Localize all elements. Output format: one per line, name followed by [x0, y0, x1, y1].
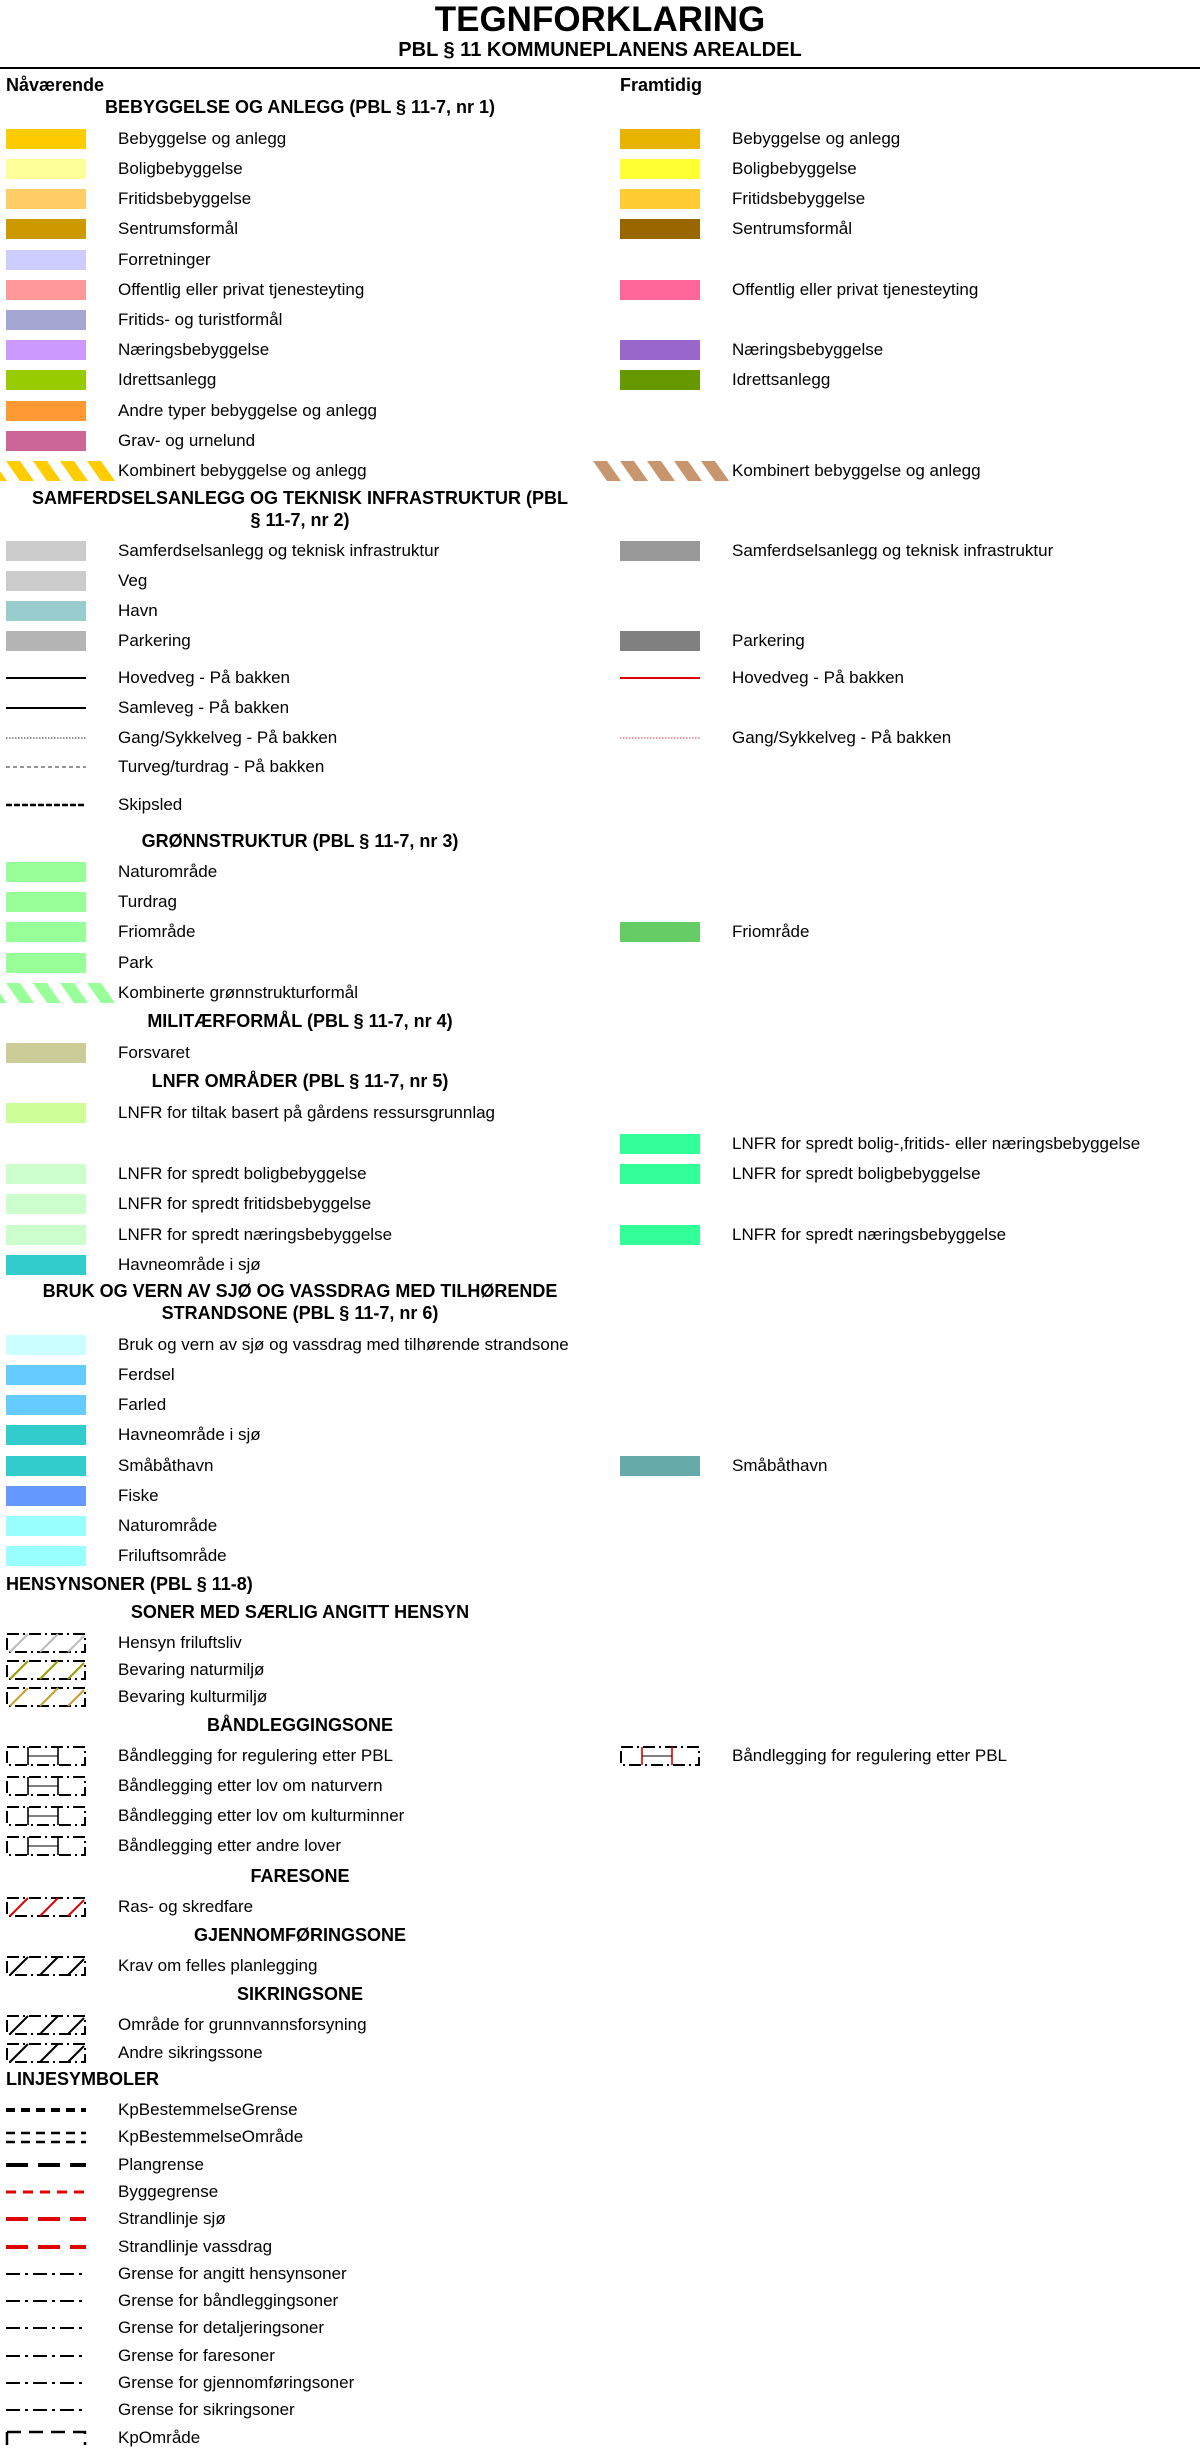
line-symbol [6, 2427, 86, 2449]
legend-label-future: Parkering [732, 631, 805, 650]
legend-swatch-future [620, 921, 700, 943]
legend-label: Forretninger [118, 250, 211, 269]
section-title: GRØNNSTRUKTUR (PBL § 11-7, nr 3) [141, 831, 459, 851]
legend-label-future: Bebyggelse og anlegg [732, 129, 901, 148]
legend-swatch [6, 1485, 86, 1507]
legend-label: Byggegrense [118, 2182, 219, 2201]
legend-swatch [6, 339, 86, 361]
legend-swatch [6, 158, 86, 180]
legend-swatch [6, 460, 86, 482]
section-title: BEBYGGELSE OG ANLEGG (PBL § 11-7, nr 1) [104, 97, 496, 117]
legend-label-future: LNFR for spredt boligbebyggelse [732, 1164, 981, 1183]
legend-label: LNFR for tiltak basert på gårdens ressursgrunnlag [118, 1103, 496, 1122]
legend-swatch [6, 1254, 86, 1276]
legend-label: KpOmråde [118, 2428, 201, 2447]
hensyn-symbol [6, 2042, 86, 2064]
legend-swatch [6, 1193, 86, 1215]
legend-label: Veg [118, 571, 148, 590]
hensyn-symbol [6, 1805, 86, 1827]
legend-label: Naturområde [118, 862, 218, 881]
hensyn-symbol [6, 1632, 86, 1654]
legend-swatch-future [620, 727, 700, 749]
legend-swatch [6, 1394, 86, 1416]
line-symbol [6, 2181, 86, 2203]
legend-label-future: Boligbebyggelse [732, 159, 857, 178]
legend-label-future: Næringsbebyggelse [732, 340, 884, 359]
legend-label: LNFR for spredt fritidsbebyggelse [118, 1194, 372, 1213]
legend-label: Fritidsbebyggelse [118, 189, 252, 208]
section-title: LNFR OMRÅDER (PBL § 11-7, nr 5) [151, 1071, 449, 1091]
legend-label: Turdrag [118, 892, 177, 911]
legend-label: Båndlegging for regulering etter PBL [118, 1746, 394, 1765]
legend-label: Forsvaret [118, 1043, 190, 1062]
hensyn-symbol [6, 2014, 86, 2036]
hensyn-title: HENSYNSONER (PBL § 11-8) [6, 1574, 253, 1594]
legend-label: Næringsbebyggelse [118, 340, 270, 359]
legend-label: Hovedveg - På bakken [118, 668, 290, 687]
legend-subtitle: PBL § 11 KOMMUNEPLANENS AREALDEL [398, 39, 802, 61]
legend-label-future: LNFR for spredt næringsbebyggelse [732, 1225, 1007, 1244]
line-symbol [6, 2099, 86, 2121]
legend-label-future: Småbåthavn [732, 1456, 828, 1475]
legend-swatch [6, 727, 86, 749]
legend-swatch [6, 1334, 86, 1356]
legend-swatch [6, 1515, 86, 1537]
legend-label: Bruk og vern av sjø og vassdrag med tilhørende strandsone [118, 1335, 569, 1354]
section-title: BRUK OG VERN AV SJØ OG VASSDRAG MED TILHØRENDE STRANDSONE (PBL § 11-7, nr 6) [42, 1281, 558, 1323]
legend-label: Krav om felles planlegging [118, 1956, 318, 1975]
legend-label: Hensyn friluftsliv [118, 1633, 242, 1652]
legend-label: Sentrumsformål [118, 219, 238, 238]
legend-label-future: Samferdselsanlegg og teknisk infrastruktur [732, 541, 1054, 560]
legend-swatch [6, 570, 86, 592]
legend-label: Grense for faresoner [118, 2346, 275, 2365]
legend-label: Bevaring kulturmiljø [118, 1687, 268, 1706]
hensyn-group-title: GJENNOMFØRINGSONE [193, 1925, 407, 1945]
legend-label: KpBestemmelseOmråde [118, 2127, 304, 2146]
legend-swatch [6, 861, 86, 883]
line-symbol [6, 2345, 86, 2367]
legend-swatch [6, 630, 86, 652]
legend-swatch-future [620, 158, 700, 180]
legend-label: Kombinerte grønnstrukturformål [118, 983, 358, 1002]
legend-swatch-future [620, 369, 700, 391]
legend-label: LNFR for spredt næringsbebyggelse [118, 1225, 393, 1244]
legend-swatch-future [620, 188, 700, 210]
legend-label: Parkering [118, 631, 191, 650]
legend-label: Boligbebyggelse [118, 159, 243, 178]
legend-label: Friluftsområde [118, 1546, 227, 1565]
legend-label: Andre typer bebyggelse og anlegg [118, 401, 377, 420]
legend-swatch-future [620, 1224, 700, 1246]
legend-label: Gang/Sykkelveg - På bakken [118, 728, 338, 747]
legend-label: Grense for angitt hensynsoner [118, 2264, 347, 2283]
legend-label-future: Båndlegging for regulering etter PBL [732, 1746, 1008, 1765]
legend-label-future: LNFR for spredt bolig-,fritids- eller næringsbebyggelse [732, 1134, 1141, 1153]
legend-label: LNFR for spredt boligbebyggelse [118, 1164, 367, 1183]
hensyn-group-title: FARESONE [250, 1866, 350, 1886]
legend-label: Plangrense [118, 2155, 205, 2174]
legend-swatch-future [620, 1163, 700, 1185]
hensyn-symbol [6, 1955, 86, 1977]
legend-swatch [6, 891, 86, 913]
hensyn-symbol [6, 1745, 86, 1767]
legend-label: Grav- og urnelund [118, 431, 256, 450]
hensyn-symbol [6, 1835, 86, 1857]
legend-swatch [6, 697, 86, 719]
header-divider [0, 67, 1200, 69]
legend-swatch-future [620, 1455, 700, 1477]
hensyn-symbol [6, 1659, 86, 1681]
legend-swatch [6, 982, 86, 1004]
legend-swatch [6, 369, 86, 391]
legend-label-future: Sentrumsformål [732, 219, 852, 238]
legend-label: Bebyggelse og anlegg [118, 129, 287, 148]
legend-label-future: Friområde [732, 922, 810, 941]
legend-label: Båndlegging etter andre lover [118, 1836, 342, 1855]
legend-label: Grense for gjennomføringsoner [118, 2373, 355, 2392]
legend-label: Grense for sikringsoner [118, 2400, 295, 2419]
legend-label-future: Hovedveg - På bakken [732, 668, 904, 687]
legend-label: Småbåthavn [118, 1456, 214, 1475]
section-title: SAMFERDSELSANLEGG OG TEKNISK INFRASTRUKTUR (PBL § 11-7, nr 2) [31, 488, 568, 530]
hensyn-group-title: BÅNDLEGGINGSONE [206, 1715, 393, 1735]
legend-swatch [6, 667, 86, 689]
legend-swatch [6, 128, 86, 150]
legend-swatch [6, 756, 86, 778]
legend-label: Turveg/turdrag - På bakken [118, 757, 325, 776]
legend-label: Fiske [118, 1486, 159, 1505]
line-symbol [6, 2372, 86, 2394]
legend-label: Ras- og skredfare [118, 1897, 254, 1916]
line-symbol [6, 2317, 86, 2339]
legend-swatch-future [620, 540, 700, 562]
legend-label: Båndlegging etter lov om naturvern [118, 1776, 383, 1795]
hensyn-symbol [6, 1775, 86, 1797]
legend-swatch [6, 249, 86, 271]
legend-label: Samleveg - På bakken [118, 698, 290, 717]
legend-swatch-future [620, 630, 700, 652]
legend-swatch [6, 400, 86, 422]
legend-title: TEGNFORKLARING [434, 0, 766, 39]
legend-swatch-future [620, 128, 700, 150]
legend-label: Båndlegging etter lov om kulturminner [118, 1806, 405, 1825]
hensyn-symbol-future [620, 1745, 700, 1767]
legend-label: Grense for detaljeringsoner [118, 2318, 325, 2337]
legend-swatch [6, 1424, 86, 1446]
legend-swatch [6, 794, 86, 816]
legend-swatch [6, 1224, 86, 1246]
legend-label: Naturområde [118, 1516, 218, 1535]
column-header-future: Framtidig [620, 75, 703, 95]
legend-swatch-future [620, 1133, 700, 1155]
legend-swatch [6, 1455, 86, 1477]
legend-swatch-future [620, 667, 700, 689]
legend-swatch [6, 1364, 86, 1386]
legend-label: KpBestemmelseGrense [118, 2100, 298, 2119]
legend-label-future: Gang/Sykkelveg - På bakken [732, 728, 952, 747]
line-symbol [6, 2236, 86, 2258]
legend-swatch-future [620, 279, 700, 301]
line-symbol [6, 2399, 86, 2421]
legend-label: Område for grunnvannsforsyning [118, 2015, 367, 2034]
legend-swatch-future [620, 460, 700, 482]
line-symbol [6, 2126, 86, 2148]
legend-label: Strandlinje vassdrag [118, 2237, 273, 2256]
legend-swatch [6, 952, 86, 974]
legend-swatch [6, 540, 86, 562]
legend-label-future: Fritidsbebyggelse [732, 189, 866, 208]
legend-swatch [6, 1545, 86, 1567]
legend-label: Farled [118, 1395, 167, 1414]
legend-swatch [6, 921, 86, 943]
legend-label: Bevaring naturmiljø [118, 1660, 265, 1679]
legend-swatch-future [620, 339, 700, 361]
legend-label: Samferdselsanlegg og teknisk infrastruktur [118, 541, 440, 560]
hensyn-group-title: SIKRINGSONE [236, 1984, 364, 2004]
legend-label: Offentlig eller privat tjenesteyting [118, 280, 365, 299]
linjesymboler-title: LINJESYMBOLER [6, 2069, 160, 2089]
legend-label-future: Kombinert bebyggelse og anlegg [732, 461, 981, 480]
legend-swatch-future [620, 218, 700, 240]
legend-label: Strandlinje sjø [118, 2209, 226, 2228]
legend-label: Havn [118, 601, 158, 620]
section-title: MILITÆRFORMÅL (PBL § 11-7, nr 4) [147, 1011, 453, 1031]
column-header-current: Nåværende [6, 75, 105, 95]
legend-label: Ferdsel [118, 1365, 175, 1384]
legend-label: Fritids- og turistformål [118, 310, 283, 329]
legend-label: Idrettsanlegg [118, 370, 217, 389]
legend-swatch [6, 600, 86, 622]
hensyn-group-title: SONER MED SÆRLIG ANGITT HENSYN [130, 1602, 470, 1622]
legend-label: Park [118, 953, 153, 972]
legend-label: Grense for båndleggingsoner [118, 2291, 339, 2310]
legend-label: Havneområde i sjø [118, 1425, 261, 1444]
line-symbol [6, 2263, 86, 2285]
line-symbol [6, 2154, 86, 2176]
legend-label: Kombinert bebyggelse og anlegg [118, 461, 367, 480]
line-symbol [6, 2208, 86, 2230]
legend-label: Skipsled [118, 795, 183, 814]
legend-swatch [6, 430, 86, 452]
legend-swatch [6, 1163, 86, 1185]
legend-label: Andre sikringssone [118, 2043, 263, 2062]
legend-swatch [6, 309, 86, 331]
hensyn-symbol [6, 1686, 86, 1708]
legend-swatch [6, 1042, 86, 1064]
legend-swatch [6, 1102, 86, 1124]
legend-swatch [6, 218, 86, 240]
legend-swatch [6, 279, 86, 301]
hensyn-symbol [6, 1896, 86, 1918]
legend-label: Friområde [118, 922, 196, 941]
legend-label-future: Offentlig eller privat tjenesteyting [732, 280, 979, 299]
legend-label-future: Idrettsanlegg [732, 370, 831, 389]
line-symbol [6, 2290, 86, 2312]
legend-swatch [6, 188, 86, 210]
legend-label: Havneområde i sjø [118, 1255, 261, 1274]
